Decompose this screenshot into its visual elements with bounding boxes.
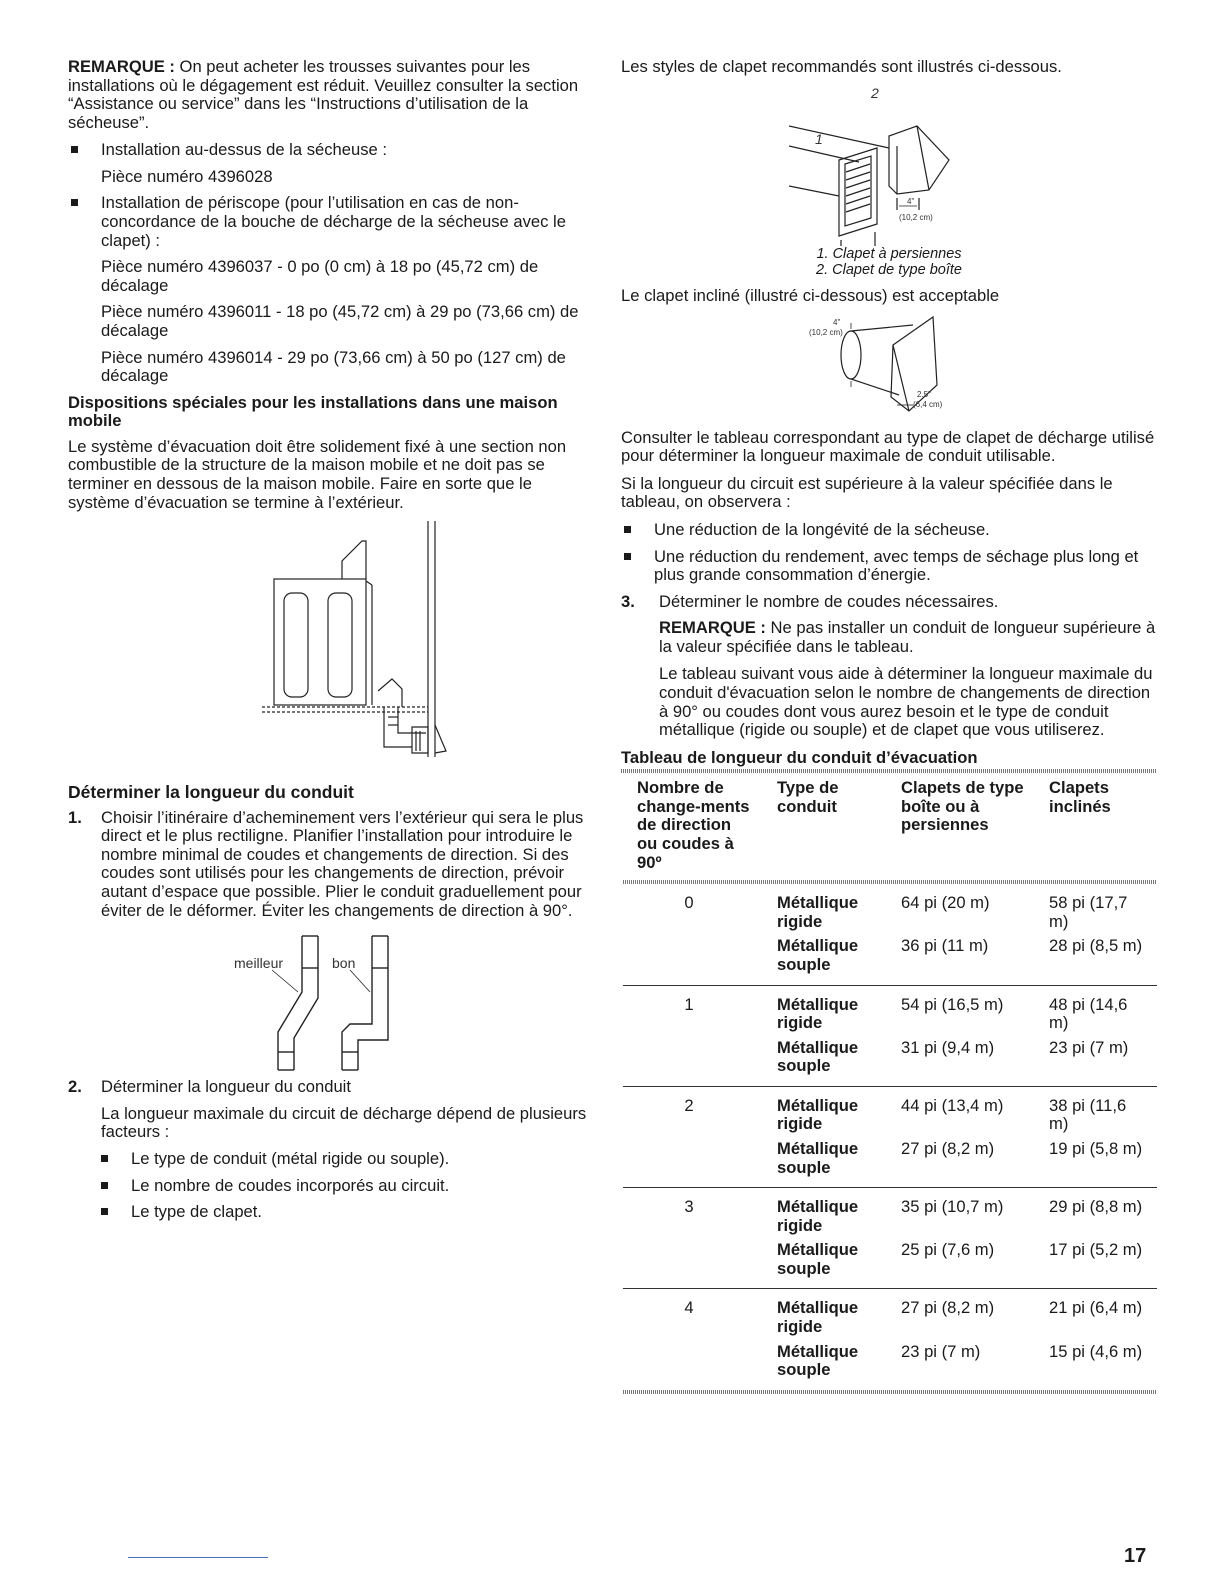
footer-rule xyxy=(128,1557,268,1558)
factor-elbows: Le nombre de coudes incorporés au circuit. xyxy=(68,1177,596,1196)
angled-length: 15 pi (4,6 m) xyxy=(1049,1341,1143,1361)
duct-type: Métallique rigide xyxy=(777,1095,859,1134)
box-hood-dim-in: 4" xyxy=(907,196,915,206)
note-text: On peut acheter les trousses suivantes pour les installations où le dégagement est réduit. Veuillez consulter la section “Assistance ou service” dans les “Instructions d’utilisation de la sécheuse”. xyxy=(68,57,579,132)
right-column xyxy=(621,58,1157,1394)
box-louvered-length: 36 pi (11 m) xyxy=(901,936,989,956)
header-elbows: Nombre de change-ments de direction ou coudes à 90º xyxy=(637,778,750,872)
angled-length: 58 pi (17,7 m) xyxy=(1049,893,1128,931)
step-3-note-label: REMARQUE : xyxy=(659,618,766,638)
duct-type: Métallique souple xyxy=(777,1138,859,1177)
elbow-count: 3 xyxy=(684,1197,694,1217)
page-number: 17 xyxy=(1124,1545,1147,1567)
step-3 xyxy=(621,593,1157,612)
table-row xyxy=(623,884,1157,931)
elbow-count: 0 xyxy=(684,893,694,913)
angled-length: 23 pi (7 m) xyxy=(1049,1037,1129,1057)
if-longer-text: Si la longueur du circuit est supérieure à la valeur spécifiée dans le tableau, on observera : xyxy=(621,473,1113,512)
angled-length: 29 pi (8,8 m) xyxy=(1049,1197,1143,1217)
angled-length: 48 pi (14,6 m) xyxy=(1049,994,1128,1033)
box-louvered-length: 27 pi (8,2 m) xyxy=(901,1298,995,1318)
angled-dim-25in: 2.5" xyxy=(917,389,931,399)
duct-type: Métallique rigide xyxy=(777,893,859,931)
duct-type: Métallique souple xyxy=(777,1037,859,1076)
mobile-home-dryer-illustration xyxy=(202,521,462,769)
box-louvered-length: 44 pi (13,4 m) xyxy=(901,1095,1004,1115)
step-2-paragraph: La longueur maximale du circuit de décharge dépend de plusieurs facteurs : xyxy=(101,1103,587,1142)
caption-louvered-hood: 1. Clapet à persiennes xyxy=(816,245,962,262)
box-louvered-length: 35 pi (10,7 m) xyxy=(901,1197,1004,1217)
step-3-text: Déterminer le nombre de coudes nécessaires. xyxy=(659,591,999,611)
table-title: Tableau de longueur du conduit d’évacuation xyxy=(621,747,978,767)
step-2-number: 2. xyxy=(68,1077,82,1097)
angled-length: 19 pi (5,8 m) xyxy=(1049,1138,1143,1158)
fig-label-1: 1 xyxy=(815,130,823,147)
angled-dim-in: 4" xyxy=(833,317,841,327)
kit-part-periscope-2: Pièce numéro 4396011 - 18 po (45,72 cm) à 29 po (73,66 cm) de décalage xyxy=(101,302,579,340)
angled-dim-cm: (10,2 cm) xyxy=(809,327,843,337)
caption-box-hood: 2. Clapet de type boîte xyxy=(816,261,962,278)
elbow-count: 1 xyxy=(684,994,694,1014)
step-3-note xyxy=(621,619,1157,656)
factor-hood-type: Le type de clapet. xyxy=(68,1203,596,1222)
note-paragraph xyxy=(68,58,596,132)
header-duct-type: Type de conduit xyxy=(777,778,839,816)
mobile-home-text: Le système d’évacuation doit être solidement fixé à une section non combustible de la structure de la maison mobile et ne doit pas se terminer en dessous de la maison mobile. Faire en sorte que le système d’évacuation se termine à l’extérieur. xyxy=(68,436,567,512)
kit-item-periscope: Installation de périscope (pour l’utilisation en cas de non-concordance de la bouche de décharge de la sécheuse avec le clapet) : xyxy=(68,194,596,250)
step-1 xyxy=(68,809,596,920)
table-intro: Le tableau suivant vous aide à déterminer la longueur maximale du conduit d'évacuation selon le nombre de changements de direction à 90° ou coudes dont vous aurez besoin et le type de conduit métallique (rigide ou souple) et de clapet que vous utiliserez. xyxy=(659,664,1153,740)
factor-duct-type: Le type de conduit (métal rigide ou souple). xyxy=(68,1150,596,1169)
elbow-comparison-illustration xyxy=(232,928,432,1078)
box-louvered-length: 64 pi (20 m) xyxy=(901,893,990,913)
table-header-row xyxy=(623,773,1157,880)
box-louvered-length: 54 pi (16,5 m) xyxy=(901,994,1004,1014)
kit-part-over-dryer: Pièce numéro 4396028 xyxy=(101,166,273,186)
angled-length: 28 pi (8,5 m) xyxy=(1049,936,1143,956)
left-column xyxy=(68,58,596,1230)
vent-length-table xyxy=(623,773,1157,1393)
box-louvered-length: 27 pi (8,2 m) xyxy=(901,1138,995,1158)
consult-table-text: Consulter le tableau correspondant au type de clapet de décharge utilisé pour déterminer la longueur maximale de conduit utilisable. xyxy=(621,427,1155,466)
step-3-note-text: Ne pas installer un conduit de longueur supérieure à la valeur spécifiée dans le tableau. xyxy=(659,618,1156,656)
step-2 xyxy=(68,1078,596,1097)
kit-item-over-dryer: Installation au-dessus de la sécheuse : xyxy=(68,141,596,160)
angled-hood-text: Le clapet incliné (illustré ci-dessous) est acceptable xyxy=(621,286,1000,306)
table-row xyxy=(623,1188,1157,1235)
fig-label-2: 2 xyxy=(871,85,879,101)
angled-length: 17 pi (5,2 m) xyxy=(1049,1240,1143,1260)
box-louvered-length: 23 pi (7 m) xyxy=(901,1341,981,1361)
elbow-good-label: bon xyxy=(332,955,356,972)
table-row xyxy=(623,1087,1157,1134)
step-3-number: 3. xyxy=(621,591,635,611)
elbow-count: 2 xyxy=(684,1095,694,1115)
box-hood-dim-cm: (10,2 cm) xyxy=(899,212,933,222)
kit-part-periscope-1: Pièce numéro 4396037 - 0 po (0 cm) à 18 po (45,72 cm) de décalage xyxy=(101,257,539,295)
angled-dim-64cm: (6,4 cm) xyxy=(913,399,943,409)
elbow-best-label: meilleur xyxy=(234,955,284,972)
kit-part-periscope-3: Pièce numéro 4396014 - 29 po (73,66 cm) à 50 po (127 cm) de décalage xyxy=(101,347,566,386)
recommended-hoods-illustration xyxy=(789,86,989,246)
duct-type: Métallique souple xyxy=(777,1240,859,1278)
observation-performance: Une réduction du rendement, avec temps de séchage plus long et plus grande consommation d’énergie. xyxy=(621,548,1157,585)
elbow-count: 4 xyxy=(684,1298,694,1318)
duct-type: Métallique rigide xyxy=(777,1197,859,1235)
observation-longevity: Une réduction de la longévité de la sécheuse. xyxy=(621,521,1157,540)
angled-hood-illustration xyxy=(789,315,989,421)
box-louvered-length: 31 pi (9,4 m) xyxy=(901,1037,995,1057)
step-1-text: Choisir l’itinéraire d’acheminement vers l’extérieur qui sera le plus direct et le plus rectiligne. Planifier l’installation pour introduire le nombre minimal de coudes et changements de direction. Si des coudes sont utilisés pour les changements de direction, prévoir autant d’espace que possible. Plier le conduit graduellement pour éviter de le déformer. Éviter les changements de direction à 90°. xyxy=(101,807,584,920)
angled-length: 38 pi (11,6 m) xyxy=(1049,1095,1127,1134)
table-row xyxy=(623,1289,1157,1336)
step-2-text: Déterminer la longueur du conduit xyxy=(101,1077,351,1097)
note-label: REMARQUE : xyxy=(68,57,175,76)
table-row xyxy=(623,986,1157,1033)
angled-length: 21 pi (6,4 m) xyxy=(1049,1298,1143,1318)
mobile-home-heading: Dispositions spéciales pour les installations dans une maison mobile xyxy=(68,392,558,431)
header-angled: Clapets inclinés xyxy=(1049,778,1111,816)
table-bottom-rule xyxy=(623,1390,1157,1394)
duct-length-heading: Déterminer la longueur du conduit xyxy=(68,782,354,803)
header-box-louvered: Clapets de type boîte ou à persiennes xyxy=(901,778,1024,835)
duct-type: Métallique souple xyxy=(777,1341,859,1380)
duct-type: Métallique rigide xyxy=(777,1298,859,1337)
step-1-number: 1. xyxy=(68,807,82,827)
duct-type: Métallique rigide xyxy=(777,994,859,1033)
duct-type: Métallique souple xyxy=(777,936,859,974)
hood-styles-intro: Les styles de clapet recommandés sont illustrés ci-dessous. xyxy=(621,57,1062,76)
box-louvered-length: 25 pi (7,6 m) xyxy=(901,1240,995,1260)
